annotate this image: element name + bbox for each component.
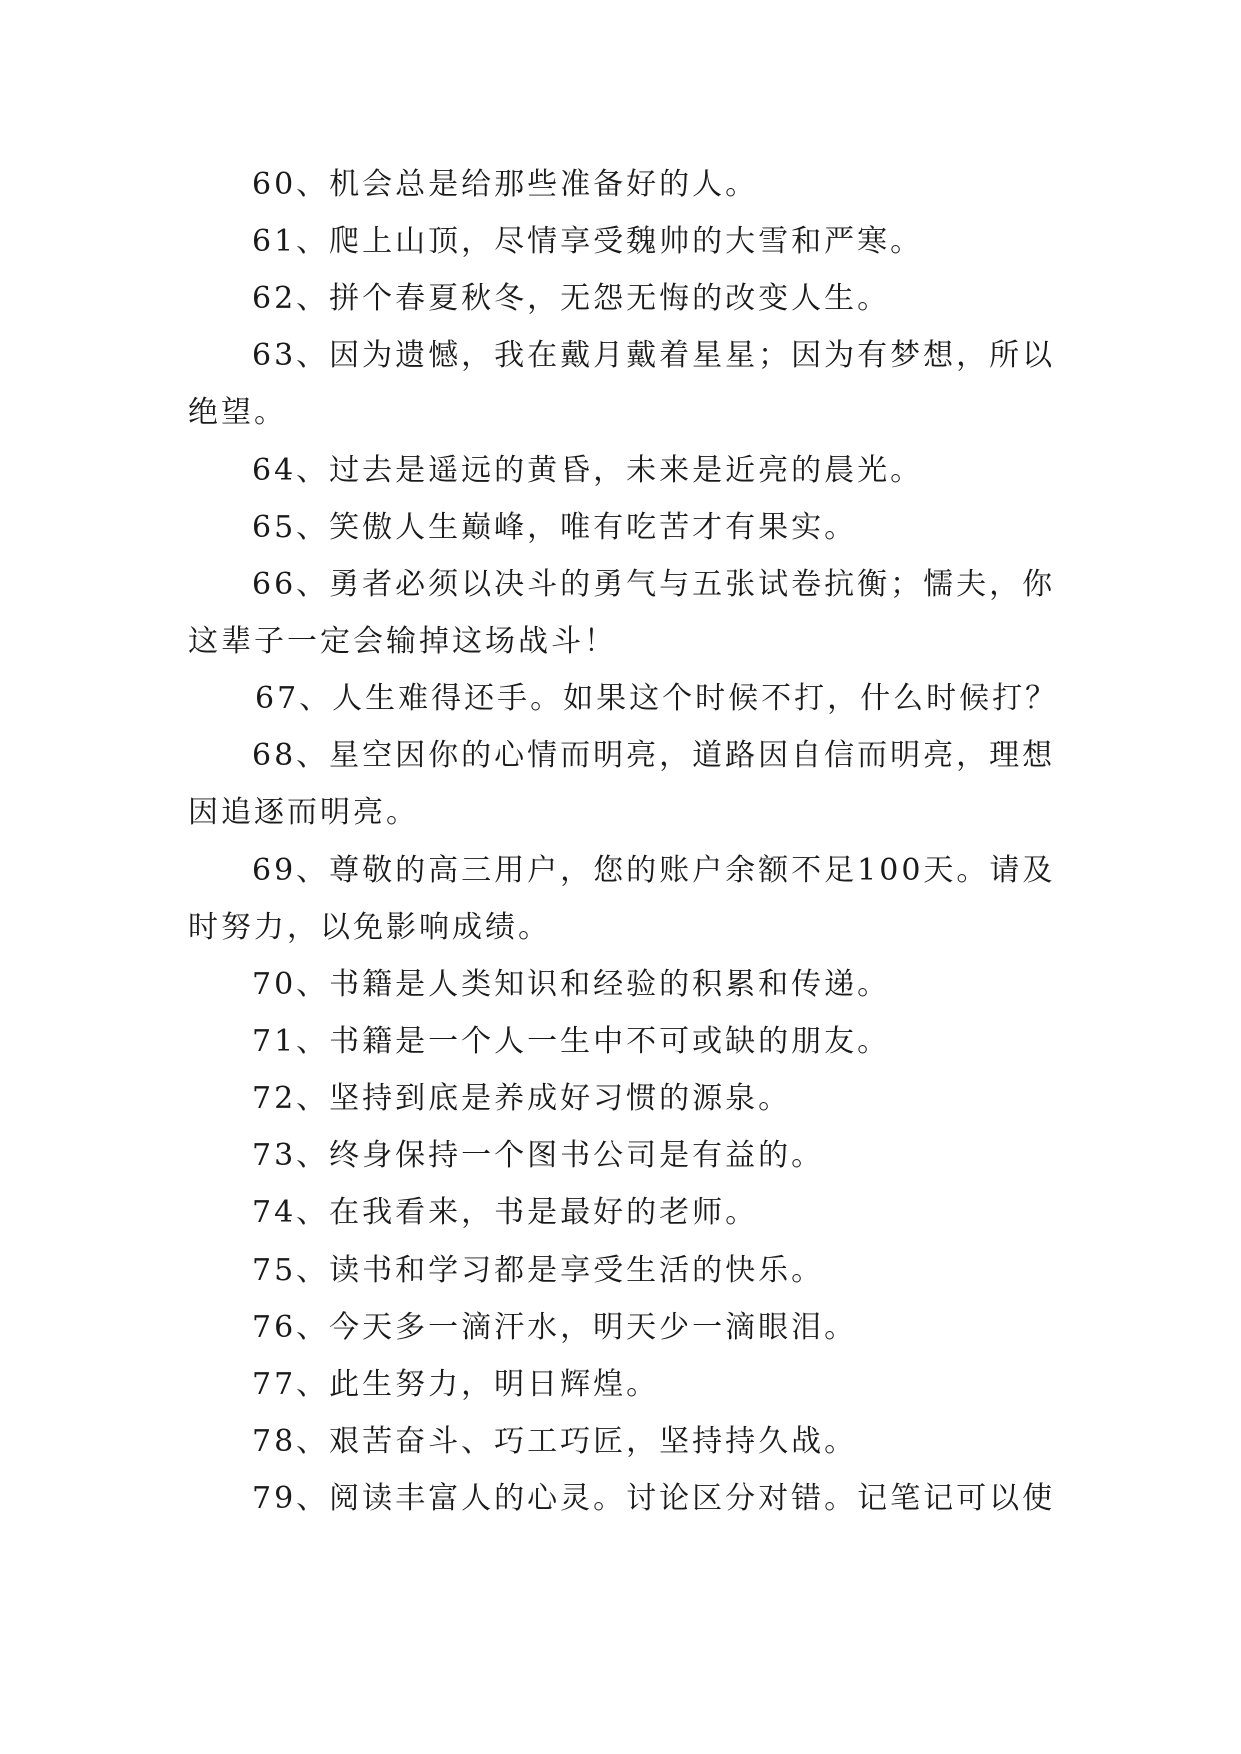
text-line: 64、过去是遥远的黄昏，未来是近亮的晨光。 xyxy=(252,453,924,488)
text-line: 69、尊敬的高三用户，您的账户余额不足100天。请及 xyxy=(252,853,1056,888)
text-line: 65、笑傲人生巅峰，唯有吃苦才有果实。 xyxy=(252,510,858,545)
text-line: 71、书籍是一个人一生中不可或缺的朋友。 xyxy=(252,1024,891,1059)
text-line: 绝望。 xyxy=(188,395,287,430)
text-line: 因追逐而明亮。 xyxy=(188,795,419,830)
text-line: 73、终身保持一个图书公司是有益的。 xyxy=(252,1138,825,1173)
text-line: 74、在我看来，书是最好的老师。 xyxy=(252,1195,759,1230)
text-line: 68、星空因你的心情而明亮，道路因自信而明亮，理想 xyxy=(252,738,1056,773)
text-line: 时努力，以免影响成绩。 xyxy=(188,910,551,945)
text-line: 67、人生难得还手。如果这个时候不打，什么时候打？ xyxy=(255,681,1059,716)
text-line: 78、艰苦奋斗、巧工巧匠，坚持持久战。 xyxy=(252,1424,858,1459)
text-line: 61、爬上山顶，尽情享受魏帅的大雪和严寒。 xyxy=(252,224,924,259)
text-line: 这辈子一定会输掉这场战斗！ xyxy=(188,624,617,659)
text-line: 66、勇者必须以决斗的勇气与五张试卷抗衡；懦夫，你 xyxy=(252,567,1056,602)
text-line: 62、拼个春夏秋冬，无怨无悔的改变人生。 xyxy=(252,281,891,316)
text-line: 72、坚持到底是养成好习惯的源泉。 xyxy=(252,1081,792,1116)
text-line: 70、书籍是人类知识和经验的积累和传递。 xyxy=(252,967,891,1002)
text-line: 77、此生努力，明日辉煌。 xyxy=(252,1367,660,1402)
text-line: 60、机会总是给那些准备好的人。 xyxy=(252,167,759,202)
text-line: 75、读书和学习都是享受生活的快乐。 xyxy=(252,1253,825,1288)
text-line: 79、阅读丰富人的心灵。讨论区分对错。记笔记可以使 xyxy=(252,1481,1056,1516)
text-line: 63、因为遗憾，我在戴月戴着星星；因为有梦想，所以 xyxy=(252,338,1056,373)
text-line: 76、今天多一滴汗水，明天少一滴眼泪。 xyxy=(252,1310,858,1345)
